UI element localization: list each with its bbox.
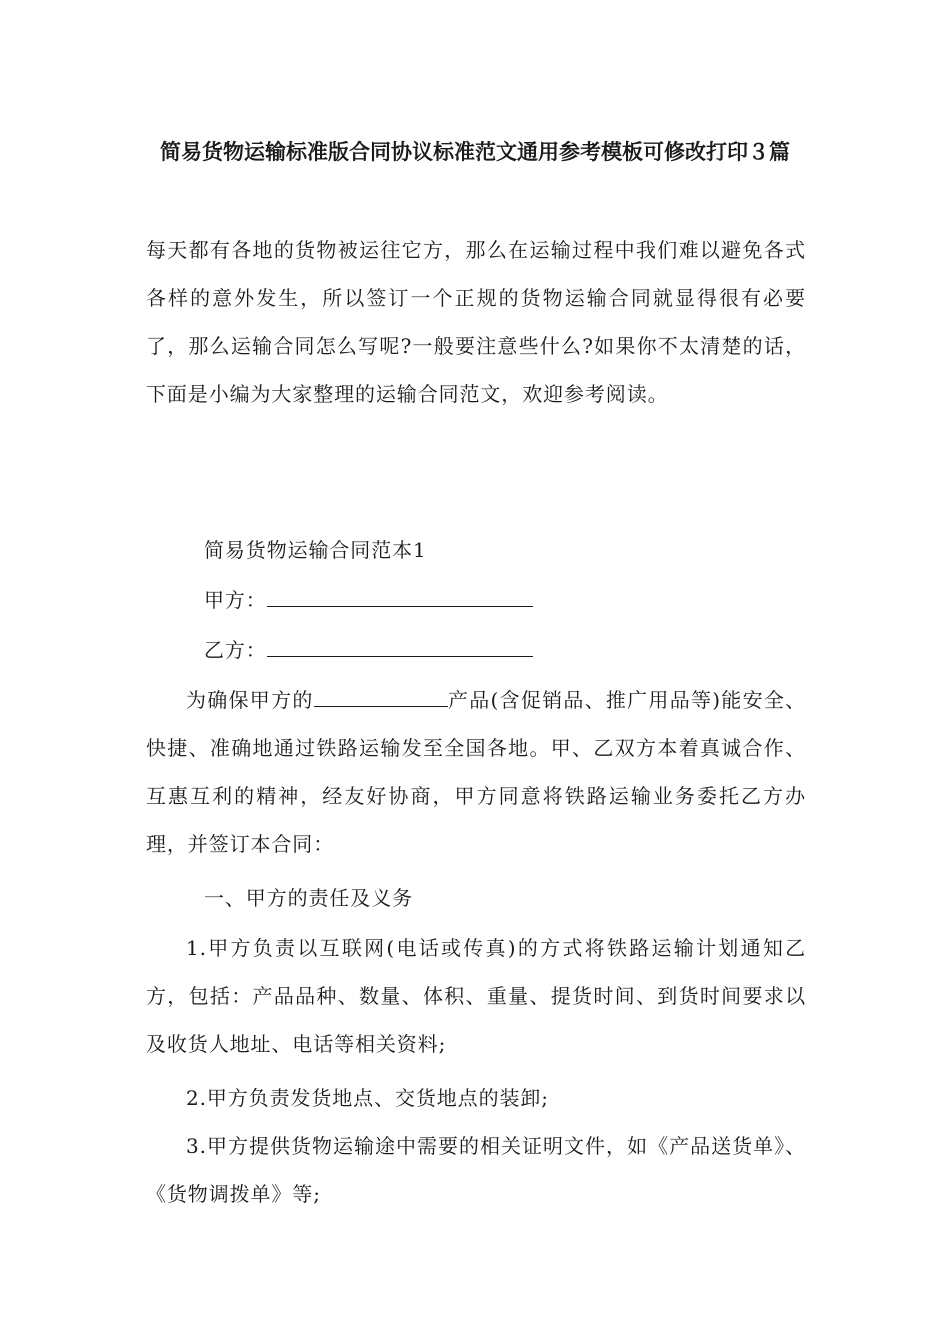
sample-heading: 简易货物运输合同范本1 [204, 538, 427, 562]
purpose-prefix: 为确保甲方的 [186, 688, 314, 712]
party-a-label: 甲方： [204, 588, 267, 612]
intro-paragraph: 每天都有各地的货物被运往它方，那么在运输过程中我们难以避免各式各样的意外发生，所以签订一个正规的货物运输合同就显得很有必要了，那么运输合同怎么写呢?一般要注意些什么?如果你不太清楚的话，下面是小编为大家整理的运输合同范文，欢迎参考阅读。 [146, 238, 806, 406]
party-b-blank [267, 634, 533, 657]
purpose-rest: 产品(含促销品、推广用品等)能安全、快捷、准确地通过铁路运输发至全国各地。甲、乙双方本着真诚合作、互惠互利的精神，经友好协商，甲方同意将铁路运输业务委托乙方办理，并签订本合同： [146, 688, 807, 856]
party-b-label: 乙方： [204, 638, 267, 662]
purpose-paragraph [146, 676, 806, 868]
party-a-blank [267, 584, 533, 607]
product-blank [314, 684, 448, 707]
document-title: 简易货物运输标准版合同协议标准范文通用参考模板可修改打印３篇 [160, 140, 790, 164]
section-1-heading: 一、甲方的责任及义务 [204, 886, 413, 910]
clause-2: 2.甲方负责发货地点、交货地点的装卸; [186, 1086, 549, 1110]
party-a-line [204, 576, 533, 624]
clause-1: 1.甲方负责以互联网(电话或传真)的方式将铁路运输计划通知乙方，包括：产品品种、数量、体积、重量、提货时间、到货时间要求以及收货人地址、电话等相关资料; [146, 936, 806, 1056]
clause-3: 3.甲方提供货物运输途中需要的相关证明文件，如《产品送货单》、《货物调拨单》等; [146, 1134, 806, 1206]
party-b-line [204, 626, 533, 674]
